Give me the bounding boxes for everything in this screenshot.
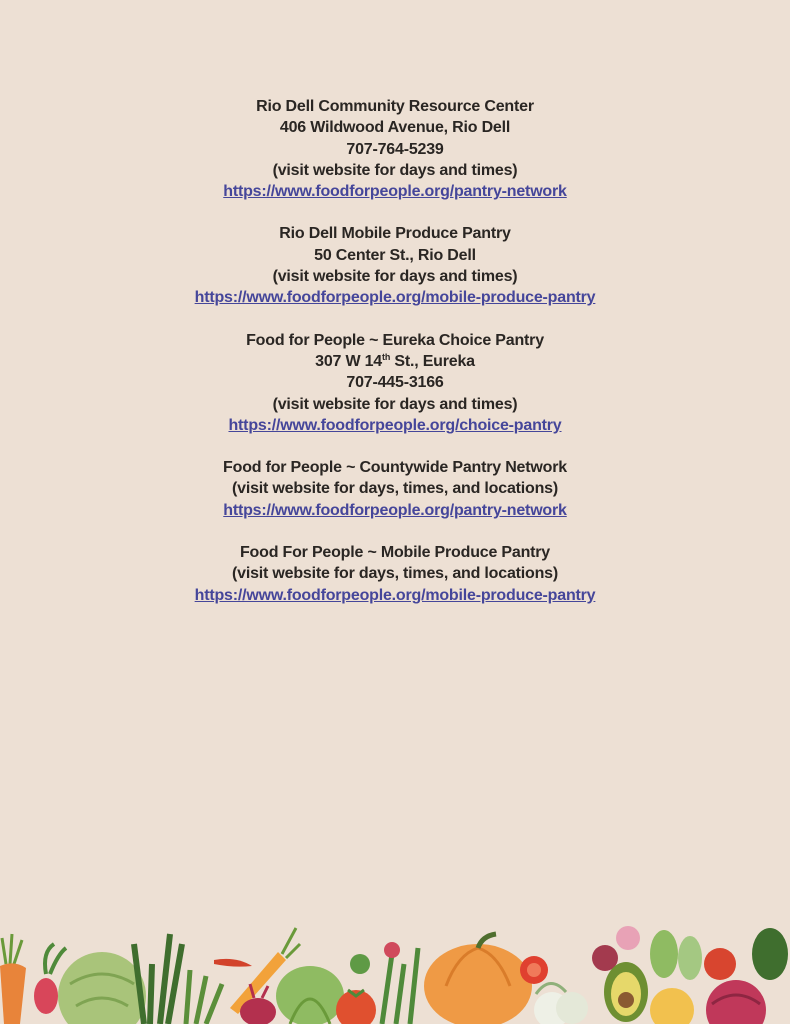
chili-icon <box>214 959 252 967</box>
resource-entry <box>0 330 790 436</box>
lettuce-icon <box>276 966 344 1024</box>
entry-note: (visit website for days and times) <box>272 395 518 413</box>
entry-phone: 707-445-3166 <box>346 374 444 392</box>
resource-entry <box>0 223 790 308</box>
address-street: 307 W 14 <box>315 352 383 370</box>
entry-note: (visit website for days, times, and locations) <box>232 480 558 498</box>
carrot-icon <box>0 934 26 1024</box>
entry-name: Food for People ~ Countywide Pantry Network <box>223 459 567 477</box>
avocado-icon <box>604 962 648 1022</box>
entry-address: 50 Center St., Rio Dell <box>314 246 476 264</box>
entry-address <box>0 351 790 372</box>
resource-list <box>0 96 790 627</box>
cauliflower-icon <box>534 983 588 1024</box>
entry-link[interactable]: https://www.foodforpeople.org/mobile-produce-pantry <box>194 289 596 307</box>
cabbage-icon <box>58 952 146 1024</box>
resource-entry <box>0 96 790 202</box>
entry-name: Food for People ~ Eureka Choice Pantry <box>246 331 544 349</box>
entry-name: Food For People ~ Mobile Produce Pantry <box>239 544 551 562</box>
entry-link[interactable]: https://www.foodforpeople.org/pantry-network <box>223 501 567 519</box>
entry-link[interactable]: https://www.foodforpeople.org/pantry-network <box>223 183 567 201</box>
entry-note: (visit website for days, times, and locations) <box>232 565 558 583</box>
entry-link[interactable]: https://www.foodforpeople.org/choice-pantry <box>228 416 562 434</box>
entry-phone: 707-764-5239 <box>346 140 444 158</box>
resource-entry <box>0 457 790 521</box>
tomato-icon <box>520 956 548 984</box>
address-ordinal: th <box>382 351 391 362</box>
pumpkin-icon <box>424 934 532 1024</box>
entry-address: 406 Wildwood Avenue, Rio Dell <box>279 119 511 137</box>
entry-link[interactable]: https://www.foodforpeople.org/mobile-produce-pantry <box>194 586 596 604</box>
entry-name: Rio Dell Mobile Produce Pantry <box>279 225 511 243</box>
entry-note: (visit website for days and times) <box>272 161 518 179</box>
vegetable-border-illustration <box>0 924 790 1024</box>
resource-entry <box>0 542 790 606</box>
entry-name: Rio Dell Community Resource Center <box>256 98 534 115</box>
red-cabbage-icon <box>706 980 766 1024</box>
address-city: St., Eureka <box>390 352 475 370</box>
entry-note: (visit website for days and times) <box>272 268 518 286</box>
leek-icon <box>134 934 222 1024</box>
